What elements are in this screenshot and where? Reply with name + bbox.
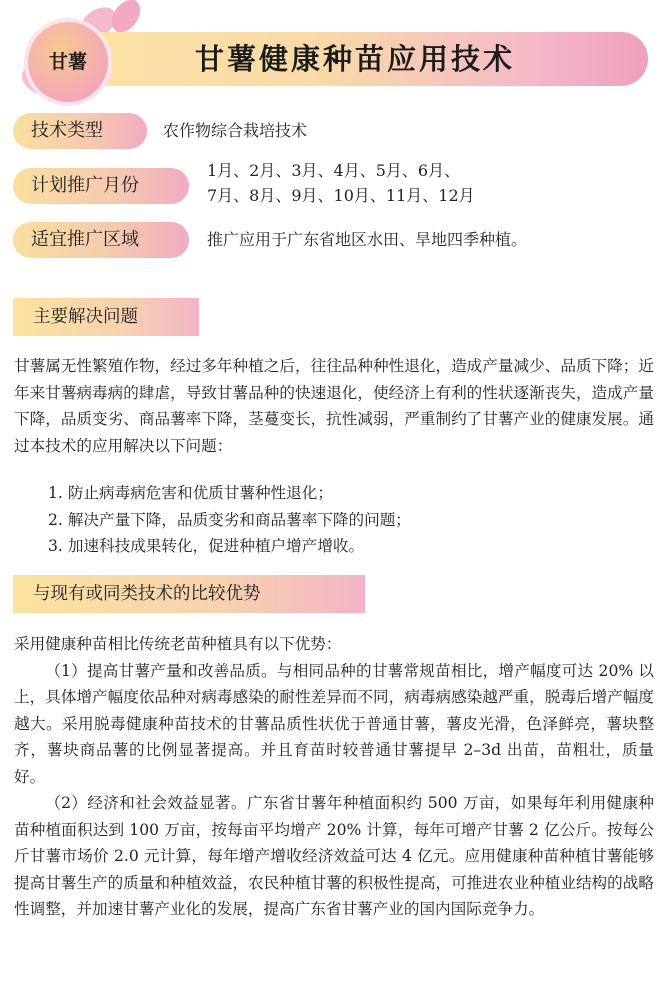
promotion-region-value: 推广应用于广东省地区水田、旱地四季种植。 [207, 230, 528, 249]
section-heading-advantages: 与现有或同类技术的比较优势 [33, 584, 261, 604]
page-header [0, 0, 665, 115]
promotion-months-line-1: 1月、2月、3月、4月、5月、6月、 [207, 161, 461, 180]
tech-type-value: 农作物综合栽培技术 [163, 121, 308, 140]
problems-list [48, 480, 411, 560]
promotion-months-line-2: 7月、8月、9月、10月、11月、12月 [207, 186, 475, 205]
list-item: 3. 加速科技成果转化，促进种植户增产增收。 [48, 537, 365, 555]
problems-paragraph: 甘薯属无性繁殖作物，经过多年种植之后，往往品种种性退化，造成产量减少、品质下降；近年来甘薯病毒病的肆虐，导致甘薯品种的快速退化，使经济上有利的性状逐渐丧失，造成产量下降，品质变劣、商品薯率下降，茎蔓变长，抗性减弱，严重制约了甘薯产业的健康发展。通过本技术的应用解决以下问题： [14, 357, 654, 455]
promotion-months-value [207, 158, 647, 208]
section-heading-problems: 主要解决问题 [33, 307, 138, 327]
list-item: 2. 解决产量下降，品质变劣和商品薯率下降的问题； [48, 510, 411, 529]
promotion-months-label: 计划推广月份 [13, 168, 189, 204]
advantage-point-1: （1）提高甘薯产量和改善品质。与相同品种的甘薯常规苗相比，增产幅度可达 20% 以上，具体增产幅度依品种对病毒感染的耐性差异而不同，病毒病感染越严重，脱毒后增产幅度越大。采用脱毒健康种苗技术的甘薯品质性状优于普通甘薯，薯皮光滑，色泽鲜亮，薯块整齐，薯块商品薯的比例显著提高。并且育苗时较普通甘薯提早 2–3d 出苗，苗粗壮，质量好。 [14, 661, 654, 786]
page-title: 甘薯健康种苗应用技术 [194, 42, 515, 76]
advantage-point-2: （2）经济和社会效益显著。广东省甘薯年种植面积约 500 万亩，如果每年利用健康种苗种植面积达到 100 万亩，按每亩平均增产 20% 计算，每年可增产甘薯 2 亿公斤。按每公斤甘薯市场价 2.0 元计算，每年增产增收经济效益可达 4 亿元。应用健康种苗种植甘薯能够提高甘薯生产的质量和种植效益，农民种植甘薯的积极性提高，可推进农业种植业结构的战略性调整，并加速甘薯产业化的发展，提高广东省甘薯产业的国内国际竞争力。 [14, 794, 654, 918]
advantages-intro: 采用健康种苗相比传统老苗种植具有以下优势： [14, 635, 342, 653]
promotion-region-label: 适宜推广区域 [13, 222, 189, 258]
category-badge-label: 甘薯 [48, 51, 87, 73]
advantages-body [14, 631, 654, 923]
tech-type-label: 技术类型 [13, 113, 147, 149]
list-item: 1. 防止病毒病危害和优质甘薯种性退化； [48, 484, 333, 502]
